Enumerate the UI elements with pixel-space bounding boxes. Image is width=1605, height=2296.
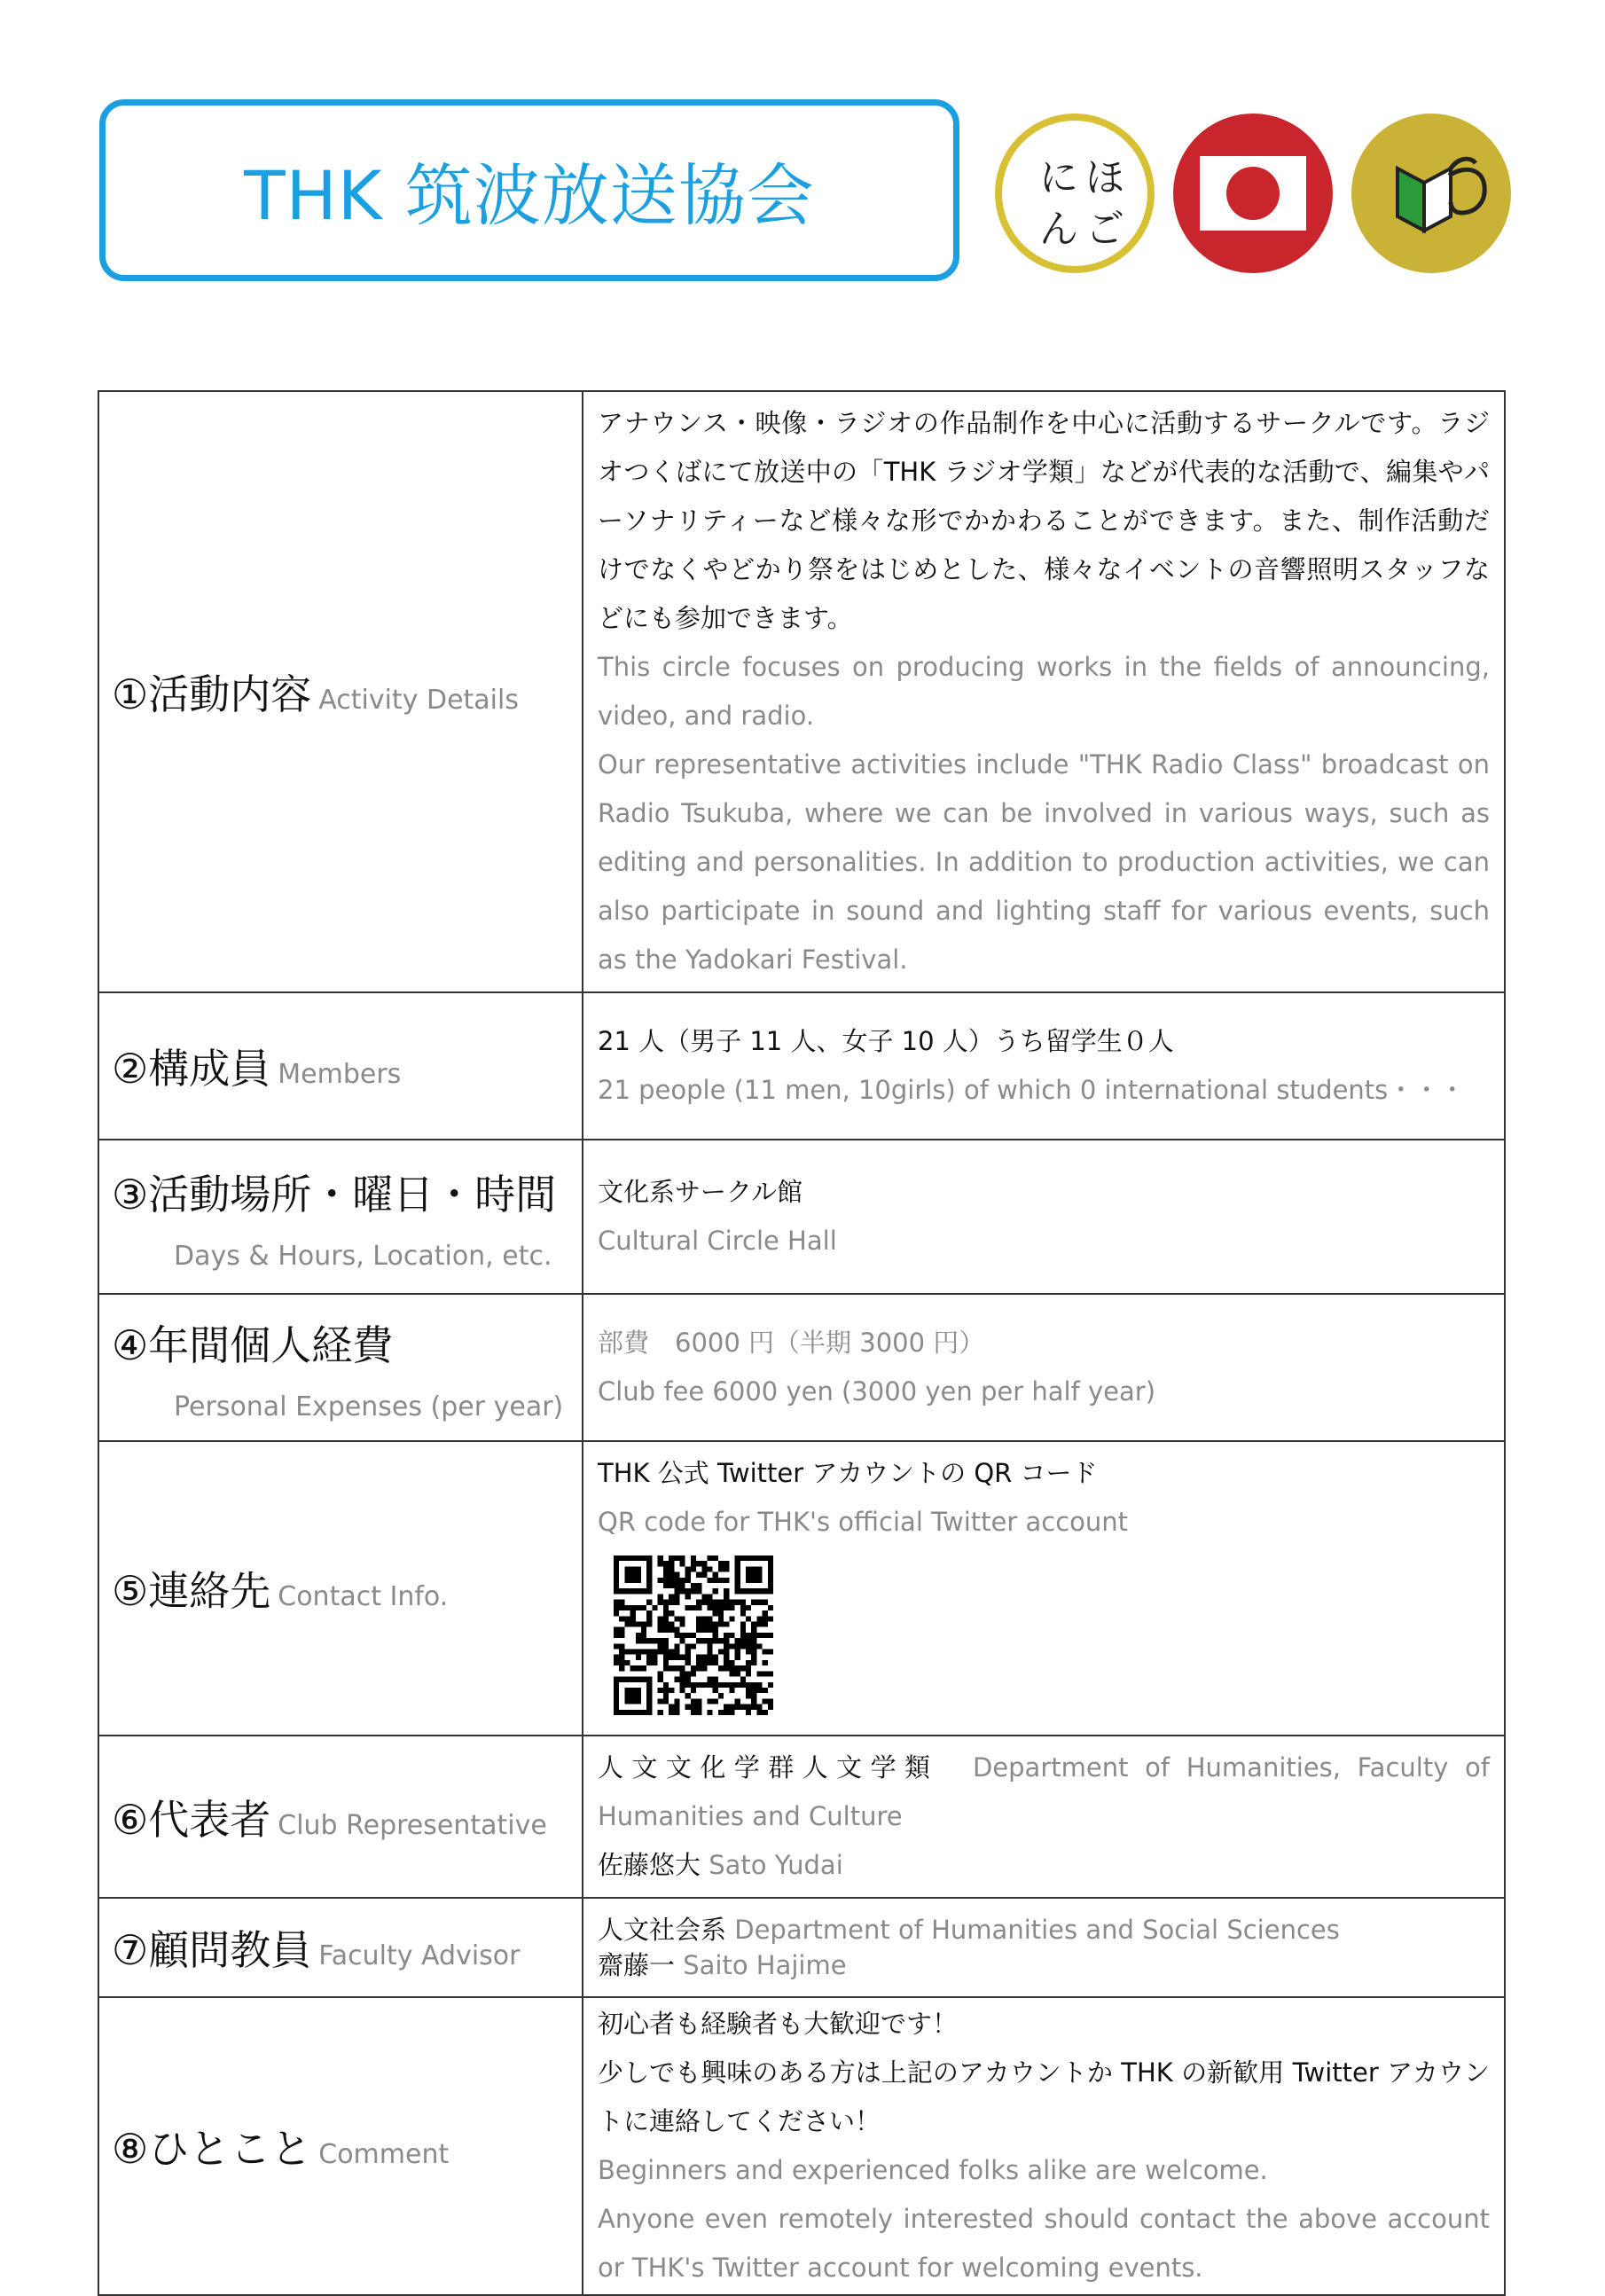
- location-jp-text: 文化系サークル館: [598, 1177, 803, 1207]
- label-jp: 年間個人経費: [148, 1320, 394, 1369]
- nihongo-badge-icon: [995, 114, 1155, 273]
- badge-kana: に: [1039, 155, 1078, 200]
- row-number: ⑦: [112, 1926, 149, 1974]
- label-en: Activity Details: [318, 685, 519, 716]
- contact-en-text: QR code for THK's official Twitter account: [598, 1507, 1129, 1537]
- row-number: ⑥: [112, 1795, 149, 1844]
- label-jp: 顧問教員: [148, 1926, 312, 1974]
- row-number: ②: [112, 1045, 149, 1093]
- row-content-location: [583, 1140, 1505, 1294]
- row-content-contact: [583, 1441, 1505, 1736]
- expenses-jp-text: 部費 6000 円（半期 3000 円）: [598, 1328, 985, 1358]
- badge-kana: ん: [1039, 207, 1078, 252]
- row-number: ⑧: [112, 2125, 149, 2173]
- label-en: Faculty Advisor: [318, 1940, 521, 1971]
- row-content-activity: [583, 391, 1505, 992]
- comment-jp-text-1: 初心者も経験者も大歓迎です！: [598, 2009, 959, 2039]
- advisor-dept-jp: 人文社会系: [598, 1915, 727, 1945]
- expenses-en-text: Club fee 6000 yen (3000 yen per half year): [598, 1376, 1156, 1407]
- row-number: ④: [112, 1320, 149, 1369]
- row-label-activity: [98, 391, 583, 992]
- row-label-comment: [98, 1997, 583, 2295]
- label-en: Club Representative: [278, 1809, 547, 1841]
- table-row: [98, 1441, 1505, 1736]
- advisor-name-en: Saito Hajime: [683, 1950, 847, 1980]
- label-en: Comment: [318, 2139, 450, 2170]
- label-jp: 活動内容: [148, 670, 312, 718]
- label-jp: ひとこと: [148, 2125, 312, 2173]
- activity-en-text-2: Our representative activities include "THK Radio Class" broadcast on Radio Tsukuba, where we can be involved in various ways, such as editing and personalities. In addition to production activities, we can also participate in sound and lighting staff for various events, such as the Yadokari Festival.: [598, 749, 1490, 975]
- rep-dept-jp: 人文文化学群人文学類: [598, 1752, 939, 1783]
- row-label-location: [98, 1140, 583, 1294]
- row-label-expenses: [98, 1294, 583, 1441]
- members-jp-text: 21 人（男子 11 人、女子 10 人）うち留学生０人: [598, 1026, 1174, 1056]
- label-en: Contact Info.: [278, 1581, 449, 1612]
- row-label-representative: [98, 1736, 583, 1898]
- row-number: ①: [112, 670, 149, 718]
- page-title: THK 筑波放送協会: [244, 156, 815, 235]
- advisor-name-jp: 齋藤一: [598, 1950, 676, 1980]
- japan-flag-icon: [1173, 114, 1333, 273]
- location-en-text: Cultural Circle Hall: [598, 1226, 837, 1256]
- comment-en-text-2: Anyone even remotely interested should contact the above account or THK's Twitter account for welcoming events.: [598, 2204, 1490, 2283]
- row-content-advisor: [583, 1898, 1505, 1997]
- badge-kana: ほ: [1085, 155, 1124, 200]
- table-row: [98, 1294, 1505, 1441]
- table-row: [98, 391, 1505, 992]
- row-label-members: [98, 992, 583, 1140]
- table-row: [98, 1140, 1505, 1294]
- beginner-arm-icon: [1351, 114, 1511, 273]
- badge-kana: ご: [1085, 207, 1124, 252]
- row-label-advisor: [98, 1898, 583, 1997]
- row-number: ⑤: [112, 1567, 149, 1615]
- label-jp: 連絡先: [148, 1567, 271, 1615]
- row-number: ③: [112, 1170, 149, 1219]
- table-row: [98, 1736, 1505, 1898]
- rep-name-jp: 佐藤悠大: [598, 1850, 701, 1880]
- label-en: Personal Expenses (per year): [174, 1391, 564, 1422]
- members-en-text: 21 people (11 men, 10girls) of which 0 international students・・・: [598, 1075, 1466, 1105]
- row-content-members: [583, 992, 1505, 1140]
- label-jp: 構成員: [148, 1045, 271, 1093]
- row-label-contact: [98, 1441, 583, 1736]
- label-en: Members: [278, 1059, 402, 1090]
- row-content-comment: [583, 1997, 1505, 2295]
- label-jp: 活動場所・曜日・時間: [148, 1170, 557, 1219]
- label-en: Days & Hours, Location, etc.: [174, 1240, 552, 1272]
- activity-en-text-1: This circle focuses on producing works in the fields of announcing, video, and radio.: [598, 652, 1490, 731]
- rep-name-en: Sato Yudai: [709, 1850, 843, 1880]
- comment-jp-text-2: 少しでも興味のある方は上記のアカウントか THK の新歓用 Twitter アカウントに連絡してください！: [598, 2057, 1490, 2136]
- table-row: [98, 1997, 1505, 2295]
- info-table: [98, 390, 1506, 2296]
- qr-code-icon[interactable]: [614, 1555, 773, 1715]
- contact-jp-text: THK 公式 Twitter アカウントの QR コード: [598, 1458, 1098, 1488]
- comment-en-text-1: Beginners and experienced folks alike are welcome.: [598, 2155, 1268, 2185]
- activity-jp-text: アナウンス・映像・ラジオの作品制作を中心に活動するサークルです。ラジオつくばにて放送中の「THK ラジオ学類」などが代表的な活動で、編集やパーソナリティーなど様々な形でかかわることができます。また、制作活動だけでなくやどかり祭をはじめとした、様々なイベントの音響照明スタッフなどにも参加できます。: [598, 408, 1490, 633]
- table-row: [98, 992, 1505, 1140]
- row-content-expenses: [583, 1294, 1505, 1441]
- flag-sun: [1226, 167, 1280, 220]
- row-content-representative: [583, 1736, 1505, 1898]
- label-jp: 代表者: [148, 1795, 271, 1844]
- title-box: [99, 99, 959, 281]
- table-row: [98, 1898, 1505, 1997]
- rep-dept-en: Department of Humanities, Faculty of Humanities and Culture: [598, 1752, 1490, 1831]
- qr-code-svg: [614, 1555, 773, 1715]
- beginner-arm-svg: [1351, 114, 1511, 273]
- advisor-dept-en: Department of Humanities and Social Sciences: [734, 1915, 1340, 1945]
